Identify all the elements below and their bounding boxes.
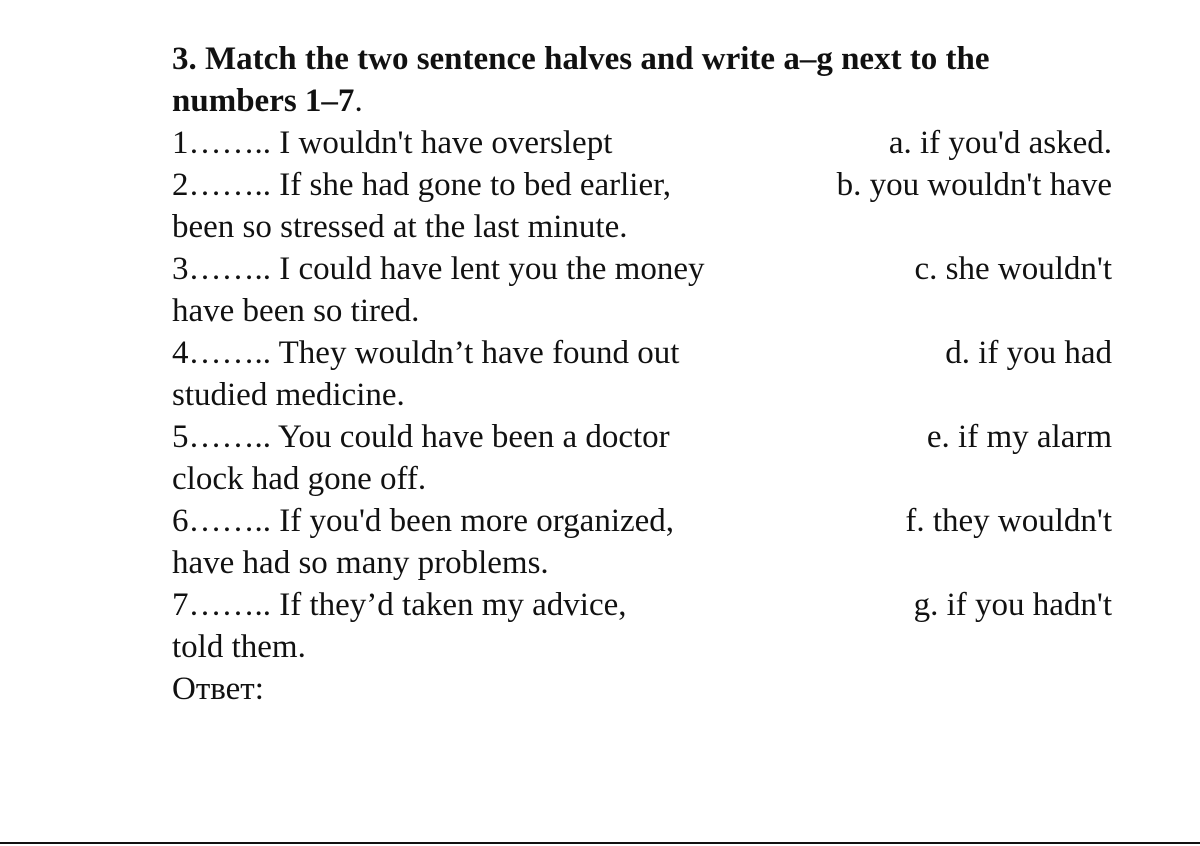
heading-period: . — [354, 83, 363, 119]
continuation-line-3: have been so tired. — [172, 293, 420, 329]
sentence-end-g: g. if you hadn't — [913, 587, 1112, 623]
sentence-start-7: 7…….. If they’d taken my advice, — [172, 587, 627, 623]
sentence-start-3: 3…….. I could have lent you the money — [172, 251, 705, 287]
heading-line-1: 3. Match the two sentence halves and write a–g next to the — [172, 41, 990, 77]
sentence-end-b: b. you wouldn't have — [836, 167, 1112, 203]
sentence-start-5: 5…….. You could have been a doctor — [172, 419, 670, 455]
heading-line-2 — [172, 80, 1112, 122]
sentence-end-f: f. they wouldn't — [905, 503, 1112, 539]
sentence-start-4: 4…….. They wouldn’t have found out — [172, 335, 680, 371]
match-row-3 — [172, 248, 1112, 290]
match-row-2 — [172, 164, 1112, 206]
matching-list — [172, 122, 1112, 668]
sentence-end-e: e. if my alarm — [926, 419, 1112, 455]
sentence-start-6: 6…….. If you'd been more organized, — [172, 503, 675, 539]
sentence-end-a: a. if you'd asked. — [888, 125, 1112, 161]
exercise-heading — [172, 38, 1112, 122]
match-row-6 — [172, 500, 1112, 542]
continuation-line-7: told them. — [172, 629, 306, 665]
continuation-line-5: clock had gone off. — [172, 461, 427, 497]
exercise-page — [172, 38, 1112, 710]
heading-line-2-text: numbers 1–7 — [172, 83, 355, 119]
match-row-7 — [172, 584, 1112, 626]
match-row-4 — [172, 332, 1112, 374]
continuation-line-2: been so stressed at the last minute. — [172, 209, 628, 245]
match-row-5 — [172, 416, 1112, 458]
match-row-1 — [172, 122, 1112, 164]
continuation-line-4: studied medicine. — [172, 377, 405, 413]
continuation-line-6: have had so many problems. — [172, 545, 549, 581]
sentence-start-2: 2…….. If she had gone to bed earlier, — [172, 167, 672, 203]
answer-label: Ответ: — [172, 671, 264, 707]
sentence-end-c: c. she wouldn't — [914, 251, 1112, 287]
bottom-divider — [0, 842, 1200, 844]
sentence-start-1: 1…….. I wouldn't have overslept — [172, 125, 613, 161]
sentence-end-d: d. if you had — [945, 335, 1112, 371]
